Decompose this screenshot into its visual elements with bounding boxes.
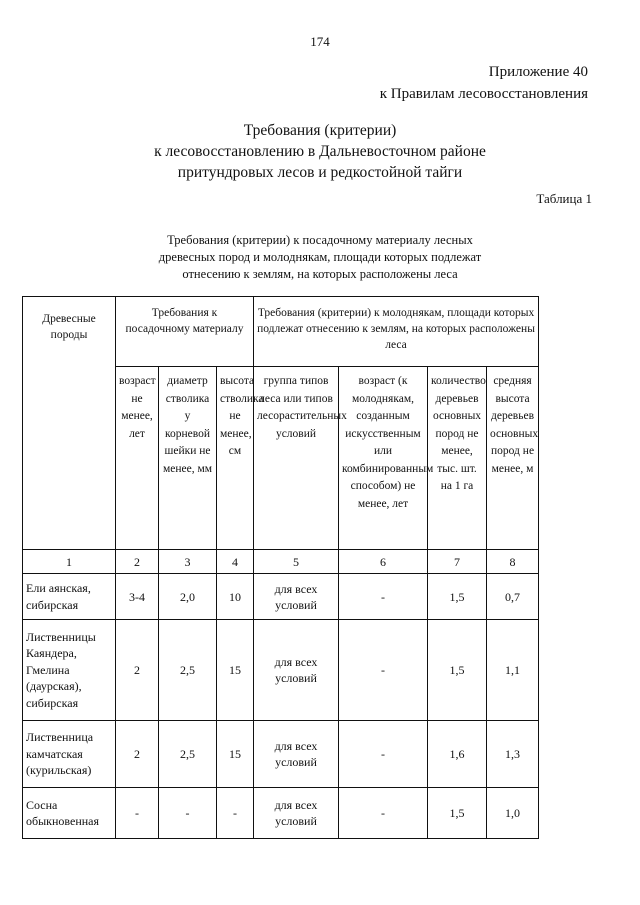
- cell-diameter: -: [159, 788, 217, 839]
- cell-age: 2: [116, 721, 159, 788]
- table-title: [0, 232, 640, 283]
- cell-forest-group: для всех условий: [254, 574, 339, 620]
- column-number: 7: [428, 550, 487, 574]
- header-species: Древесные породы: [23, 297, 116, 550]
- cell-tree-count: 1,5: [428, 574, 487, 620]
- column-number: 4: [217, 550, 254, 574]
- table-row: [23, 574, 539, 620]
- cell-young-age: -: [339, 788, 428, 839]
- species-name: Лиственница камчатская (курильская): [23, 721, 116, 788]
- cell-average-height: 1,0: [487, 788, 539, 839]
- header-age: возраст не менее, лет: [116, 367, 159, 550]
- appendix-reference: [380, 61, 588, 105]
- column-number: 3: [159, 550, 217, 574]
- header-diameter: диаметр стволика у корневой шейки не менее, мм: [159, 367, 217, 550]
- species-name: Ели аянская, сибирская: [23, 574, 116, 620]
- header-height: высота стволика не менее, см: [217, 367, 254, 550]
- cell-tree-count: 1,6: [428, 721, 487, 788]
- header-average-height: средняя высота деревьев основных пород не менее, м: [487, 367, 539, 550]
- column-number: 1: [23, 550, 116, 574]
- cell-age: 3-4: [116, 574, 159, 620]
- document-title-line-3: притундровых лесов и редкостойной тайги: [177, 164, 463, 181]
- header-row-top: [23, 297, 539, 367]
- cell-forest-group: для всех условий: [254, 620, 339, 721]
- cell-height: -: [217, 788, 254, 839]
- table-row: [23, 788, 539, 839]
- cell-diameter: 2,0: [159, 574, 217, 620]
- table-title-line-1: Требования (критерии) к посадочному материалу лесных: [167, 233, 473, 247]
- cell-average-height: 1,1: [487, 620, 539, 721]
- cell-young-age: -: [339, 721, 428, 788]
- cell-average-height: 0,7: [487, 574, 539, 620]
- appendix-line-1: Приложение 40: [488, 64, 588, 80]
- table-title-line-3: отнесению к землям, на которых расположены леса: [182, 267, 458, 281]
- column-number: 2: [116, 550, 159, 574]
- document-title: [0, 120, 640, 183]
- species-name: Сосна обыкновенная: [23, 788, 116, 839]
- cell-diameter: 2,5: [159, 721, 217, 788]
- header-tree-count: количество деревьев основных пород не менее, тыс. шт. на 1 га: [428, 367, 487, 550]
- cell-height: 15: [217, 620, 254, 721]
- cell-age: 2: [116, 620, 159, 721]
- header-planting-material: Требования к посадочному материалу: [116, 297, 254, 367]
- cell-forest-group: для всех условий: [254, 788, 339, 839]
- cell-forest-group: для всех условий: [254, 721, 339, 788]
- column-number: 5: [254, 550, 339, 574]
- appendix-line-2: к Правилам лесовосстановления: [379, 86, 588, 102]
- cell-tree-count: 1,5: [428, 788, 487, 839]
- column-number: 8: [487, 550, 539, 574]
- requirements-table: [22, 296, 539, 839]
- cell-height: 10: [217, 574, 254, 620]
- cell-age: -: [116, 788, 159, 839]
- document-title-line-1: Требования (критерии): [243, 122, 397, 139]
- table-title-line-2: древесных пород и молоднякам, площади которых подлежат: [158, 250, 482, 264]
- cell-average-height: 1,3: [487, 721, 539, 788]
- header-forest-group: группа типов леса или типов лесорастительных условий: [254, 367, 339, 550]
- cell-tree-count: 1,5: [428, 620, 487, 721]
- cell-diameter: 2,5: [159, 620, 217, 721]
- header-young-age: возраст (к молоднякам, созданным искусственным или комбинированным способом) не менее, лет: [339, 367, 428, 550]
- cell-young-age: -: [339, 574, 428, 620]
- column-number: 6: [339, 550, 428, 574]
- cell-young-age: -: [339, 620, 428, 721]
- table-row: [23, 620, 539, 721]
- column-number-row: [23, 550, 539, 574]
- table-label: Таблица 1: [536, 191, 592, 206]
- header-young-stands: Требования (критерии) к молоднякам, площади которых подлежат отнесению к землям, на которых расположены леса: [254, 297, 539, 367]
- table-row: [23, 721, 539, 788]
- species-name: Лиственницы Каяндера, Гмелина (даурская), сибирская: [23, 620, 116, 721]
- document-title-line-2: к лесовосстановлению в Дальневосточном районе: [154, 143, 486, 160]
- cell-height: 15: [217, 721, 254, 788]
- page-number: 174: [310, 34, 330, 49]
